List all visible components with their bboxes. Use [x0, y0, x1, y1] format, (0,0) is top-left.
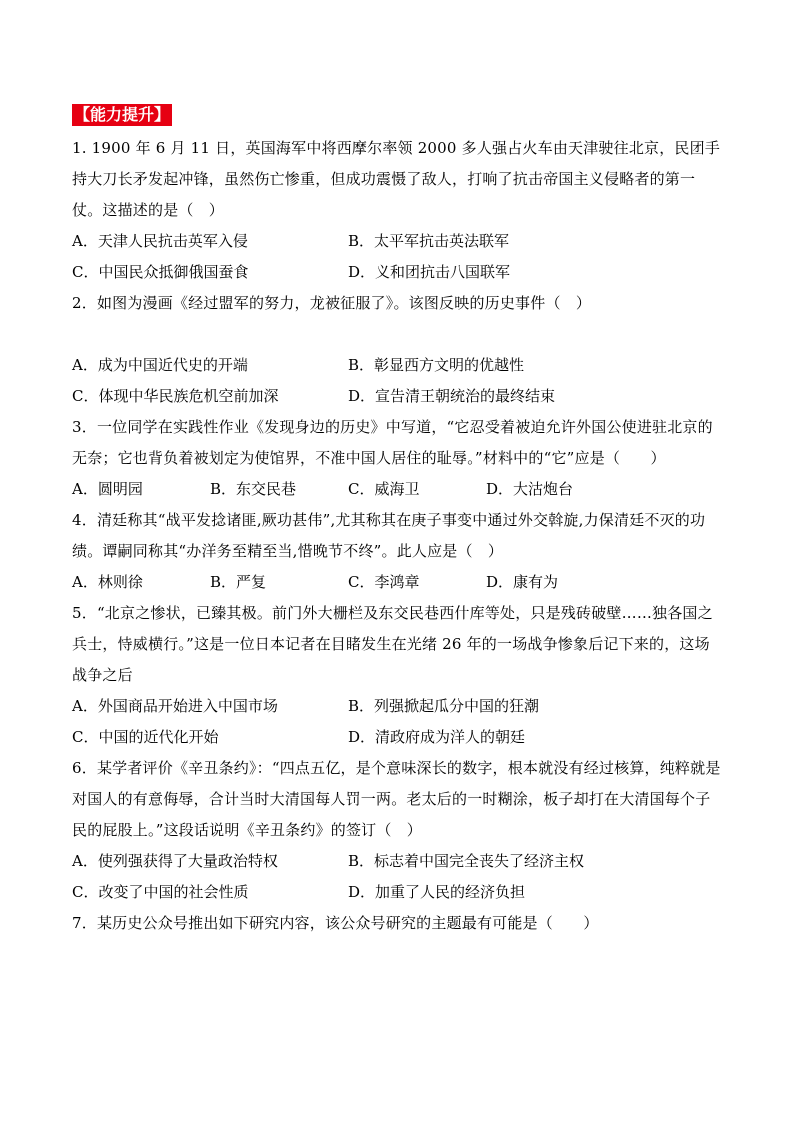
option-a: A．成为中国近代史的开端	[72, 356, 248, 374]
question-6	[72, 753, 724, 908]
option-d: D．康有为	[486, 573, 559, 591]
option-a: A．圆明园	[72, 480, 143, 498]
question-5-stem: 5．“北京之惨状，已臻其极。前门外大栅栏及东交民巷西什库等处，只是残砖破壁……独各国之兵士，恃威横行。”这是一位日本记者在目睹发生在光绪 26 年的一场战争惨象后记下来的，这场战争之后	[72, 604, 713, 684]
question-6-stem: 6．某学者评价《辛丑条约》：“四点五亿，是个意味深长的数字，根本就没有经过核算，纯粹就是对国人的有意侮辱，合计当时大清国每人罚一两。老太后的一时糊涂，板子却打在大清国每个子民的屁股上。”这段话说明《辛丑条约》的签订（ ）	[72, 759, 721, 839]
option-a: A．外国商品开始进入中国市场	[72, 697, 278, 715]
option-a: A．天津人民抗击英军入侵	[72, 232, 248, 250]
option-d: D．义和团抗击八国联军	[348, 263, 511, 281]
option-b: B．太平军抗击英法联军	[348, 232, 510, 250]
question-5-options	[72, 691, 724, 753]
worksheet-page	[72, 104, 724, 939]
question-7	[72, 908, 724, 939]
question-2-options	[72, 350, 724, 412]
question-2	[72, 288, 724, 412]
option-d: D．清政府成为洋人的朝廷	[348, 728, 526, 746]
question-3-options	[72, 474, 724, 505]
question-1-options	[72, 226, 724, 288]
option-b: B．彰显西方文明的优越性	[348, 356, 525, 374]
option-d: D．加重了人民的经济负担	[348, 883, 526, 901]
question-1-stem: 1. 1900 年 6 月 11 日，英国海军中将西摩尔率领 2000 多人强占火车由天津驶往北京，民团手持大刀长矛发起冲锋，虽然伤亡惨重，但成功震慑了敌人，打响了抗击帝国主义侵略者的第一仗。这描述的是（ ）	[72, 139, 721, 219]
option-c: C．李鸿章	[348, 573, 420, 591]
option-b: B．严复	[210, 573, 267, 591]
option-d: D．宣告清王朝统治的最终结束	[348, 387, 556, 405]
question-4-options	[72, 567, 724, 598]
cartoon-image-placeholder	[72, 319, 724, 350]
question-4-stem: 4．清廷称其“战平发捻诸匪,厥功甚伟”,尤其称其在庚子事变中通过外交斡旋,力保清廷不灭的功绩。谭嗣同称其“办洋务至精至当,惜晚节不终”。此人应是（ ）	[72, 511, 706, 560]
question-3-stem: 3．一位同学在实践性作业《发现身边的历史》中写道，“它忍受着被迫允许外国公使进驻北京的无奈；它也背负着被划定为使馆界，不准中国人居住的耻辱。”材料中的“它”应是（ ）	[72, 418, 713, 467]
question-3	[72, 412, 724, 505]
option-c: C．中国民众抵御俄国蚕食	[72, 263, 249, 281]
option-c: C．威海卫	[348, 480, 420, 498]
question-2-stem: 2．如图为漫画《经过盟军的努力，龙被征服了》。该图反映的历史事件（ ）	[72, 294, 592, 312]
option-b: B．列强掀起瓜分中国的狂潮	[348, 697, 540, 715]
question-7-stem: 7．某历史公众号推出如下研究内容，该公众号研究的主题最有可能是（ ）	[72, 914, 599, 932]
option-d: D．大沽炮台	[486, 480, 574, 498]
option-a: A．使列强获得了大量政治特权	[72, 852, 278, 870]
question-1	[72, 133, 724, 288]
option-b: B．东交民巷	[210, 480, 297, 498]
option-c: C．改变了中国的社会性质	[72, 883, 249, 901]
section-title: 【能力提升】	[74, 105, 171, 124]
option-a: A．林则徐	[72, 573, 143, 591]
question-5	[72, 598, 724, 753]
option-c: C．体现中华民族危机空前加深	[72, 387, 279, 405]
question-4	[72, 505, 724, 598]
option-b: B．标志着中国完全丧失了经济主权	[348, 852, 585, 870]
option-c: C．中国的近代化开始	[72, 728, 219, 746]
question-6-options	[72, 846, 724, 908]
